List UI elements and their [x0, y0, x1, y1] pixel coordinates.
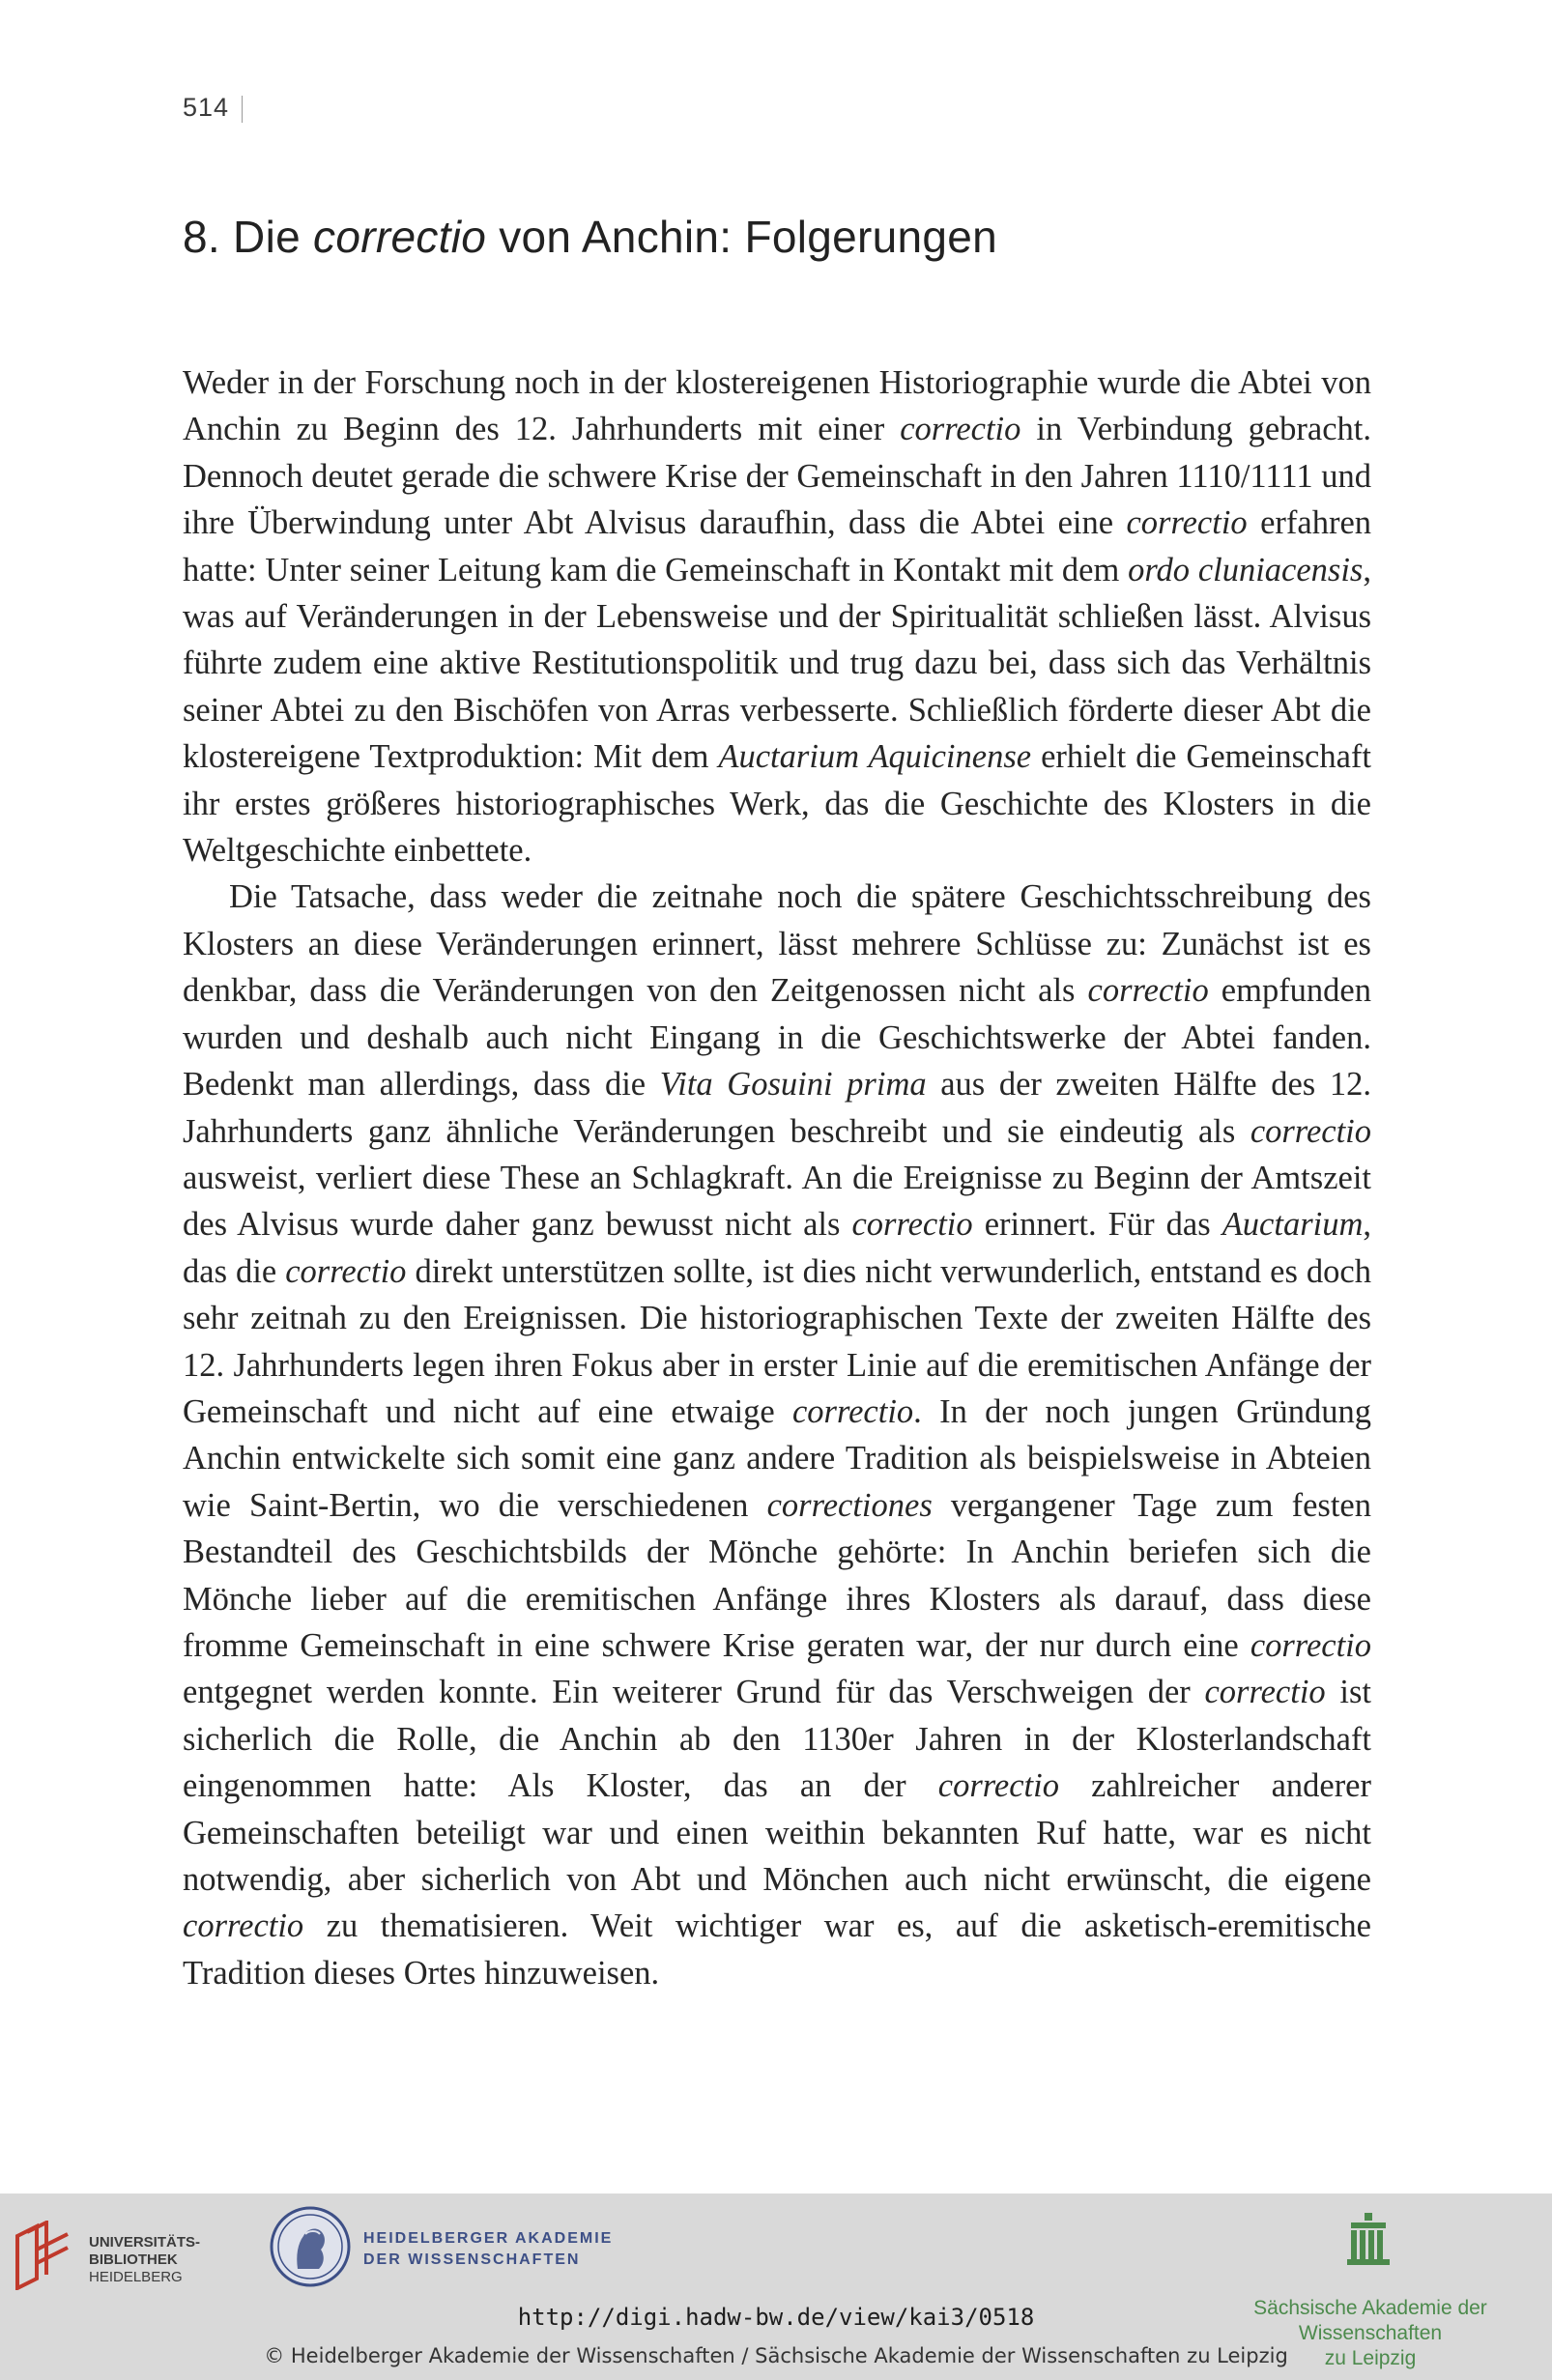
page-number: 514 [183, 93, 230, 122]
page-number-divider [242, 96, 243, 123]
italic-term: correctio [183, 1907, 304, 1945]
italic-term: correctiones [766, 1486, 933, 1524]
text-run: erfahren hatte: Unter seiner Leitung kam die Gemeinschaft in Kontakt mit dem [183, 504, 1372, 588]
saw-building-graphic [1347, 2213, 1390, 2265]
ub-heidelberg-logo[interactable] [14, 2215, 207, 2311]
ub-line-2: BIBLIOTHEK [89, 2251, 178, 2268]
text-run: erhielt die Gemeinschaft ihr erstes größeres historiographisches Werk, das die Geschichte des Klosters in die Weltgeschichte einbettete. [183, 738, 1371, 870]
text-run: ist sicherlich die Rolle, die Anchin ab den 1130er Jahren in der Klosterlandschaft eingenommen hatte: Als Kloster, das an der [183, 1674, 1371, 1805]
text-run: ausweist, verliert diese These an Schlagkraft. An die Ereignisse zu Beginn der Amtszeit des Alvisus wurde daher ganz bewusst nicht als [183, 1159, 1371, 1244]
text-run: Die Tatsache, dass weder die zeitnahe noch die spätere Geschichtsschreibung des Klosters an diese Veränderungen erinnert, lässt mehrere Schlüsse zu: Zunächst ist es denkbar, dass die Veränderungen von den Zeitgenossen nicht als [183, 878, 1371, 1010]
text-run: aus der zweiten Hälfte des 12. Jahrhunderts ganz ähnliche Veränderungen beschreibt und sie eindeutig als [183, 1066, 1371, 1150]
hadw-seal-icon[interactable] [269, 2205, 352, 2292]
ub-line-3: HEIDELBERG [89, 2269, 183, 2285]
hadw-line-2: DER WISSENSCHAFTEN [363, 2251, 581, 2268]
hadw-line-1: HEIDELBERGER AKADEMIE [363, 2230, 614, 2247]
chapter-title-prefix: 8. Die [183, 212, 314, 262]
text-run: vergangener Tage zum festen Bestandteil des Geschichtsbilds der Mönche gehörte: In Anchin beriefen sich die Mönche lieber auf die eremitischen Anfänge ihres Klosters als darauf, dass diese fromme Gemeinschaft in eine schwere Krise geraten war, der nur durch eine [183, 1486, 1371, 1664]
hadw-seal-graphic [269, 2205, 352, 2288]
text-run: zahlreicher anderer Gemeinschaften beteiligt war und einen weithin bekannten Ruf hatte, war es nicht notwendig, aber sicherlich von Abt und Mönchen auch nicht erwünscht, die eigene [183, 1767, 1371, 1898]
ub-heidelberg-wordmark [89, 2234, 200, 2286]
saw-line-1: Sächsische Akademie der Wissenschaften [1253, 2297, 1487, 2344]
italic-term: correctio [1087, 972, 1209, 1010]
text-run: direkt unterstützen sollte, ist dies nicht verwunderlich, entstand es doch sehr zeitnah zu den Ereignissen. Die historiographischen Texte der zweiten Hälfte des 12. Jahrhunderts legen ihren Fokus aber in erster Linie auf die eremitischen Anfänge der Gemeinschaft und nicht auf eine etwaige [183, 1252, 1371, 1430]
italic-term: correctio [285, 1252, 407, 1290]
text-run: erinnert. Für das [972, 1206, 1222, 1244]
text-run: , was auf Veränderungen in der Lebensweise und der Spiritualität schließen lässt. Alvisus führte zudem eine aktive Restitutionspolitik und trug dazu bei, dass sich das Verhältnis seiner Abtei zu den Bischöfen von Arras verbesserte. Schließlich förderte dieser Abt die klostereigene Textproduktion: Mit dem [183, 551, 1371, 776]
ub-line-1: UNIVERSITÄTS- [89, 2234, 201, 2251]
text-run: empfunden wurden und deshalb auch nicht Eingang in die Geschichtswerke der Abtei fanden. Bedenkt man allerdings, dass die [183, 972, 1371, 1104]
italic-term: correctio [851, 1206, 973, 1244]
saw-leipzig-logo-icon[interactable] [1347, 2213, 1390, 2269]
saw-line-2: zu Leipzig [1324, 2347, 1417, 2369]
text-run: , das die [183, 1206, 1371, 1290]
italic-term: ordo cluniacensis [1128, 551, 1364, 588]
paragraph-2 [183, 874, 1371, 1996]
hadw-wordmark [363, 2228, 613, 2271]
italic-term: correctio [791, 1392, 914, 1430]
ub-heidelberg-logo-icon [14, 2221, 73, 2290]
paragraph-1 [183, 359, 1371, 874]
permalink-url[interactable]: http://digi.hadw-bw.de/view/kai3/0518 [517, 2304, 1035, 2331]
text-run: in Verbindung gebracht. Dennoch deutet gerade die schwere Krise der Gemeinschaft in den Jahren 1110/1111 und ihre Überwindung unter Abt Alvisus daraufhin, dass die Abtei eine [183, 411, 1371, 542]
text-run: entgegnet werden konnte. Ein weiterer Grund für das Verschweigen der [183, 1674, 1205, 1711]
italic-term: correctio [1204, 1674, 1326, 1711]
text-run: . In der noch jungen Gründung Anchin entwickelte sich somit eine ganz andere Tradition als beispielsweise in Abteien wie Saint-Bertin, wo die verschiedenen [183, 1392, 1372, 1524]
digitization-footer [0, 2194, 1552, 2380]
chapter-title [183, 211, 997, 263]
italic-term: correctio [937, 1767, 1059, 1805]
text-run: Weder in der Forschung noch in der klostereigenen Historiographie wurde die Abtei von Anchin zu Beginn des 12. Jahrhunderts mit einer [183, 364, 1371, 448]
chapter-title-italic: correctio [313, 212, 487, 262]
italic-term: Auctarium [1221, 1206, 1364, 1244]
chapter-title-suffix: von Anchin: Folgerungen [486, 212, 998, 262]
italic-term: Auctarium Aquicinense [718, 738, 1032, 776]
italic-term: correctio [900, 411, 1021, 448]
italic-term: Vita Gosuini prima [659, 1066, 927, 1104]
text-run: zu thematisieren. Weit wichtiger war es, auf die asketisch-eremitische Tradition dieses Ortes hinzuweisen. [183, 1907, 1371, 1992]
body-text [183, 359, 1371, 1996]
italic-term: correctio [1126, 504, 1248, 542]
italic-term: correctio [1250, 1112, 1371, 1150]
italic-term: correctio [1250, 1626, 1371, 1664]
copyright-notice: © Heidelberger Akademie der Wissenschaften / Sächsische Akademie der Wissenschaften zu Leipzig [264, 2344, 1288, 2367]
